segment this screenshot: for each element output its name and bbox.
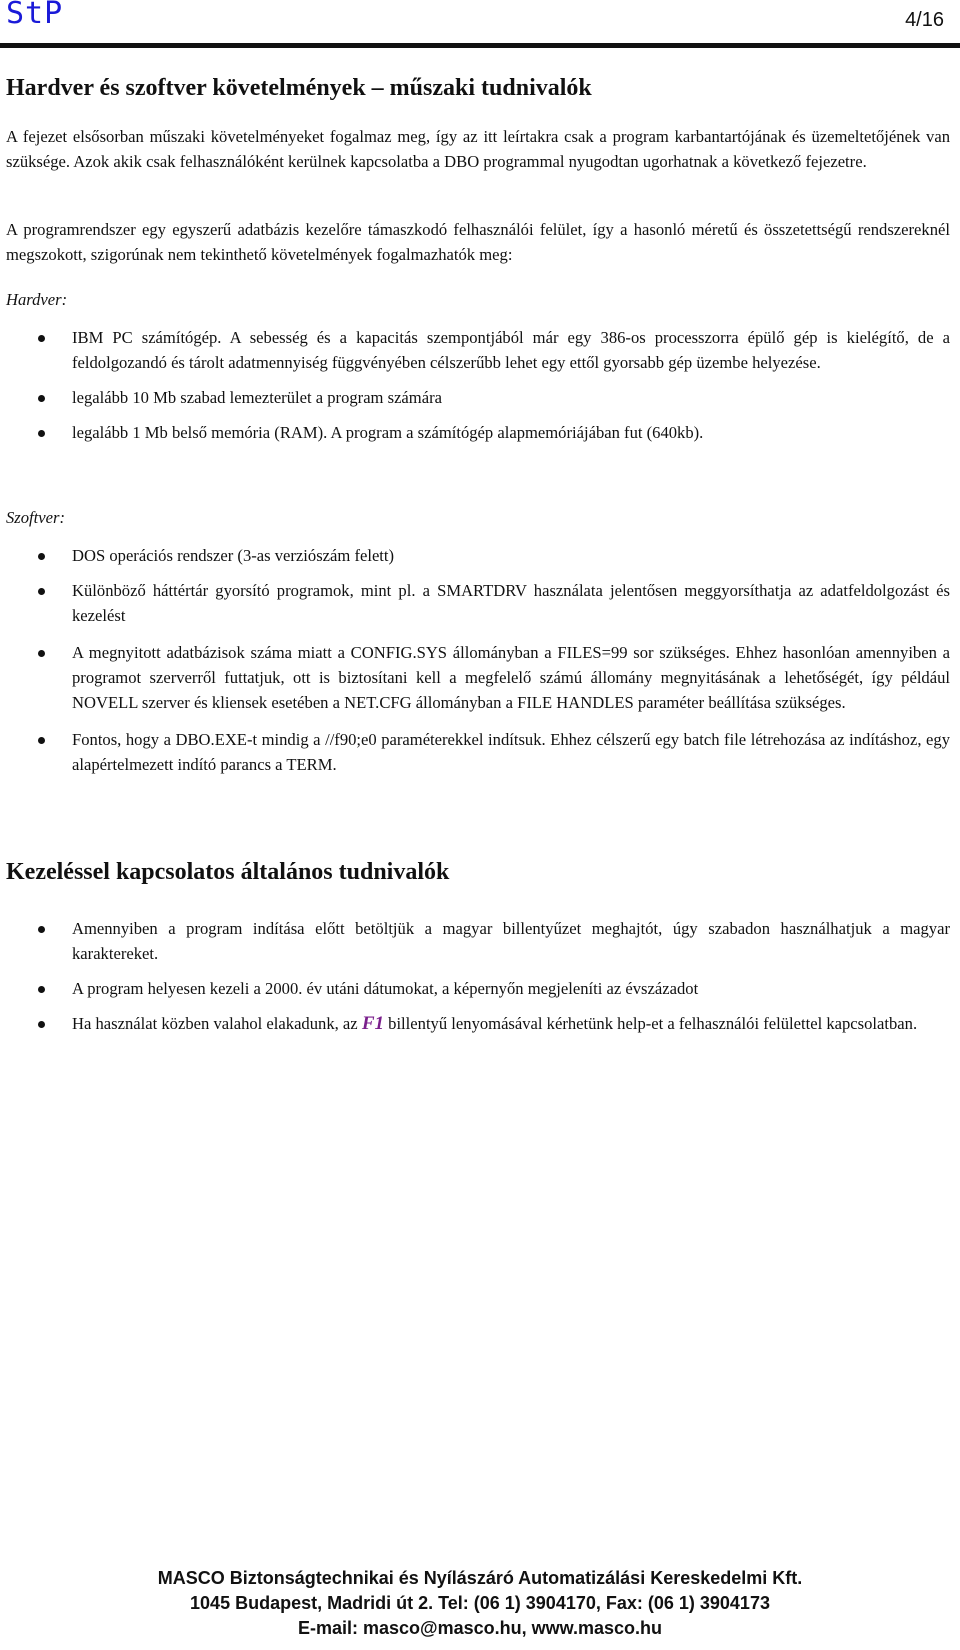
list-item: [0, 543, 950, 568]
list-item-text: [72, 1014, 917, 1033]
bullet-icon: [38, 395, 45, 402]
list-item-text: Fontos, hogy a DBO.EXE-t mindig a //f90;e0 paraméterekkel indítsuk. Ehhez célszerű egy batch file létrehozása az indításhoz, egy alapértelmezett indító parancs a TERM.: [72, 730, 950, 774]
f1-key-label: F1: [361, 1013, 384, 1034]
list-item-text: legalább 1 Mb belső memória (RAM). A program a számítógép alapmemóriájában fut (640kb).: [72, 423, 704, 442]
footer-contact: E-mail: masco@masco.hu, www.masco.hu: [298, 1618, 662, 1638]
software-list: [0, 543, 950, 777]
bullet-icon: [38, 650, 45, 657]
list-item: [0, 578, 950, 628]
list-item: [0, 640, 950, 715]
bullet-icon: [38, 1021, 45, 1028]
page-number: 4/16: [905, 9, 944, 31]
bullet-icon: [38, 430, 45, 437]
bullet-icon: [38, 553, 45, 560]
list-item-text: IBM PC számítógép. A sebesség és a kapacitás szempontjából már egy 386-os processzorra épülő gép is kielégítő, de a feldolgozandó és tárolt adatmennyiség függvényében célszerűbb lehet egy ettől gyorsabb gép üzembe helyezése.: [72, 328, 950, 372]
requirements-paragraph: A programrendszer egy egyszerű adatbázis kezelőre támaszkodó felhasználói felület, így a hasonló méretű és összetettségű rendszereknél megszokott, szigorúnak nem tekinthető követelmények fogalmazhatók meg:: [6, 220, 950, 264]
bullet-icon: [38, 986, 45, 993]
list-item-text: legalább 10 Mb szabad lemezterület a program számára: [72, 388, 442, 407]
intro-paragraph: A fejezet elsősorban műszaki követelményeket fogalmaz meg, így az itt leírtakra csak a program karbantartójának és üzemeltetőjének van szüksége. Azok akik csak felhasználóként kerülnek kapcsolatba a DBO programmal nyugodtan ugorhatnak a következő fejezetre.: [6, 127, 950, 171]
footer: [0, 1566, 960, 1641]
list-item-text: DOS operációs rendszer (3-as verziószám felett): [72, 546, 395, 565]
list-item-text: A megnyitott adatbázisok száma miatt a CONFIG.SYS állományban a FILES=99 sor szükséges. Ehhez hasonlóan amennyiben a programot szerverről futtatjuk, ott is biztosítani kell a megfelelő számú állomány megnyitásának a lehetőségét, így például NOVELL szerver és kliensek esetében a NET.CFG állományban a FILE HANDLES paraméter beállítása szükséges.: [72, 643, 950, 712]
list-item: [0, 420, 950, 445]
section-title-usage: Kezeléssel kapcsolatos általános tudnivalók: [6, 859, 450, 885]
footer-address: 1045 Budapest, Madridi út 2. Tel: (06 1) 3904170, Fax: (06 1) 3904173: [190, 1593, 770, 1613]
software-label: Szoftver:: [6, 508, 65, 527]
list-item-text: A program helyesen kezeli a 2000. év utáni dátumokat, a képernyőn megjeleníti az évszázadot: [72, 979, 699, 998]
list-item-text: Különböző háttértár gyorsító programok, mint pl. a SMARTDRV használata jelentősen meggyorsíthatja az adatfeldolgozást és kezelést: [72, 581, 950, 625]
list-item: [0, 1011, 950, 1036]
hardware-list: [0, 325, 950, 445]
bullet-icon: [38, 926, 45, 933]
header-divider: [0, 43, 960, 48]
list-item: [0, 916, 950, 966]
bullet-icon: [38, 737, 45, 744]
list-item: [0, 727, 950, 777]
list-item: [0, 976, 950, 1001]
bullet-icon: [38, 335, 45, 342]
bullet-icon: [38, 588, 45, 595]
section-title-requirements: Hardver és szoftver követelmények – műszaki tudnivalók: [6, 75, 592, 101]
help-text-before: Ha használat közben valahol elakadunk, az: [72, 1014, 362, 1033]
help-text-after: billentyű lenyomásával kérhetünk help-et a felhasználói felülettel kapcsolatban.: [384, 1014, 918, 1033]
list-item: [0, 325, 950, 375]
list-item: [0, 385, 950, 410]
usage-list: [0, 916, 950, 1036]
header-logo: StP: [6, 0, 64, 31]
footer-company: MASCO Biztonságtechnikai és Nyílászáró Automatizálási Kereskedelmi Kft.: [157, 1568, 803, 1588]
hardware-label: Hardver:: [6, 290, 68, 309]
list-item-text: Amennyiben a program indítása előtt betöltjük a magyar billentyűzet meghajtót, úgy szabadon használhatjuk a magyar karaktereket.: [72, 919, 950, 963]
